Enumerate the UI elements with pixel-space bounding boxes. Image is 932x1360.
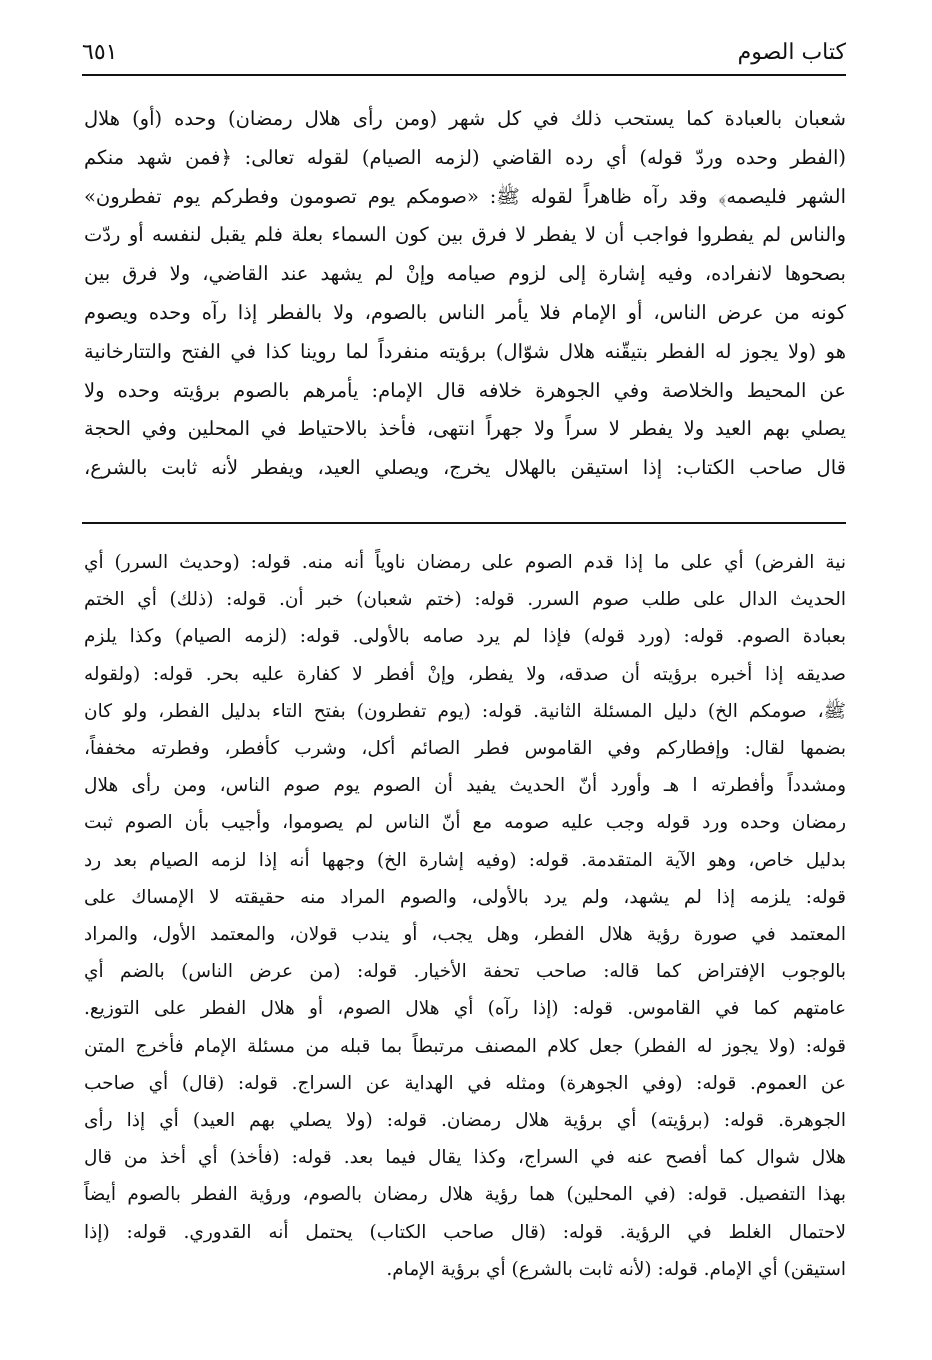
commentary-line: المعتمد في صورة رؤية هلال الفطر، وهل يجب، أو يندب قولان، والمعتمد الأول، والمراد	[84, 924, 846, 946]
commentary-line: نية الفرض) أي على ما إذا قدم الصوم على رمضان ناوياً أنه منه. قوله: (وحديث السرر) أي	[84, 552, 846, 573]
commentary-line: عامتهم كما في القاموس. قوله: (إذا رآه) أي هلال الصوم، أو هلال الفطر على التوزيع.	[84, 998, 846, 1020]
footnote-divider	[82, 522, 846, 524]
main-text-line: هو (ولا يجوز له الفطر بتيقّنه هلال شوّال) برؤيته منفرداً لما روينا كذا في الفتح والتتارخانية	[84, 339, 846, 363]
commentary-line: استيقن) أي الإمام. قوله: (لأنه ثابت بالشرع) أي برؤية الإمام.	[386, 1258, 846, 1280]
commentary-line: الحديث الدال على طلب صوم السرر. قوله: (ختم شعبان) خبر أن. قوله: (ذلك) أي الختم	[84, 589, 846, 611]
commentary-line: صديقه إذا أخبره برؤيته أن صدقه، ولا يفطر، وإنْ أفطر لا كفارة عليه بحر. قوله: (ولقوله	[84, 663, 846, 685]
commentary-line: الجوهرة. قوله: (برؤيته) أي برؤية هلال رمضان. قوله: (ولا يصلي بهم العيد) أي إذا رأى	[84, 1110, 846, 1132]
main-text-line: (الفطر وحده وردّ قوله) أي رده القاضي (لزمه الصيام) لقوله تعالى: ﴿فمن شهد منكم	[84, 145, 846, 169]
main-text-line: عن المحيط والخلاصة وفي الجوهرة خلافه قال الإمام: يأمرهم بالصوم برؤيته وحده ولا	[84, 378, 846, 402]
commentary-line: لاحتمال الغلط في الرؤية. قوله: (قال صاحب الكتاب) يحتمل أنه القدوري. قوله: (إذا	[84, 1221, 846, 1243]
commentary-line: بعبادة الصوم. قوله: (ورد قوله) فإذا لم يرد صامه بالأولى. قوله: (لزمه الصيام) وكذا يلزم	[84, 626, 846, 648]
main-text-line: يصلي بهم العيد ولا يفطر لا سراً ولا جهراً انتهى، فأخذ بالاحتياط في المحلين وفي الحجة	[84, 417, 846, 441]
main-text-line: والناس لم يفطروا فواجب أن لا يفطر لا فرق بين كون السماء بعلة فلم يقبل لنفسه أو ردّت	[84, 223, 846, 247]
main-text-line: قال صاحب الكتاب: إذا استيقن بالهلال يخرج، ويصلي العيد، ويفطر لأنه ثابت بالشرع،	[84, 456, 846, 480]
commentary-line: بضمها لقال: وإفطاركم وفي القاموس فطر الصائم أكل، وشرب كأفطر، وفطرته مخففاً،	[84, 738, 846, 760]
commentary-text	[84, 544, 846, 1288]
running-title: كتاب الصوم	[737, 40, 846, 65]
commentary-line: بهذا التفصيل. قوله: (في المحلين) هما رؤية هلال رمضان بالصوم، ورؤية الفطر بالصوم أيضاً	[84, 1184, 846, 1206]
commentary-line: هلال شوال كما أفصح عنه في السراج، وكذا يقال فيما بعد. قوله: (فأخذ) أي أخذ من قال	[84, 1147, 846, 1169]
main-text-line: الشهر فليصمه﴾ وقد رآه ظاهراً لقوله ﷺ: «صومكم يوم تصومون وفطركم يوم تفطرون»	[84, 184, 846, 208]
commentary-line: بالوجوب الإفتراض كما قاله: صاحب تحفة الأخيار. قوله: (من عرض الناس) بالضم أي	[84, 961, 846, 983]
main-text-line: كونه من عرض الناس، أو الإمام فلا يأمر الناس بالصوم، ولا بالفطر إذا رآه وحده ويصوم	[84, 300, 846, 324]
commentary-line: قوله: (ولا يجوز له الفطر) جعل كلام المصنف مرتبطاً بما قبله من مسئلة الإمام فأخرج المتن	[84, 1035, 846, 1057]
commentary-line: بدليل خاص، وهو الآية المتقدمة. قوله: (وفيه إشارة الخ) وجهها أنه إذا لزمه الصيام بعد رد	[84, 849, 846, 871]
main-text	[84, 100, 846, 488]
commentary-line: ﷺ، صومكم الخ) دليل المسئلة الثانية. قوله: (يوم تفطرون) بفتح التاء بدليل الفطر، ولو كان	[84, 700, 846, 722]
page-header	[82, 34, 846, 76]
commentary-line: رمضان وحده ورد قوله وجب عليه صومه مع أنّ الناس لم يصوموا، وأجيب بأن الصوم ثبت	[84, 812, 846, 834]
main-text-line: بصحوها لانفراده، وفيه إشارة إلى لزوم صيامه وإنْ لم يشهد عند القاضي، ولا فرق بين	[84, 262, 846, 286]
commentary-line: قوله: يلزمه إذا لم يشهد، ولم يرد بالأولى، والصوم المراد منه حقيقته لا الإمساك على	[84, 886, 846, 908]
commentary-line: ومشدداً وأفطرته ا هـ وأورد أنّ الحديث يفيد أن الصوم يوم صوم الناس، ومن رأى هلال	[84, 775, 846, 797]
commentary-line: عن العموم. قوله: (وفي الجوهرة) ومثله في الهداية عن السراج. قوله: (قال) أي صاحب	[84, 1072, 846, 1094]
main-text-line: شعبان بالعبادة كما يستحب ذلك في كل شهر (ومن رأى هلال رمضان) وحده (أو) هلال	[84, 107, 846, 130]
page-number: ٦٥١	[82, 40, 118, 65]
